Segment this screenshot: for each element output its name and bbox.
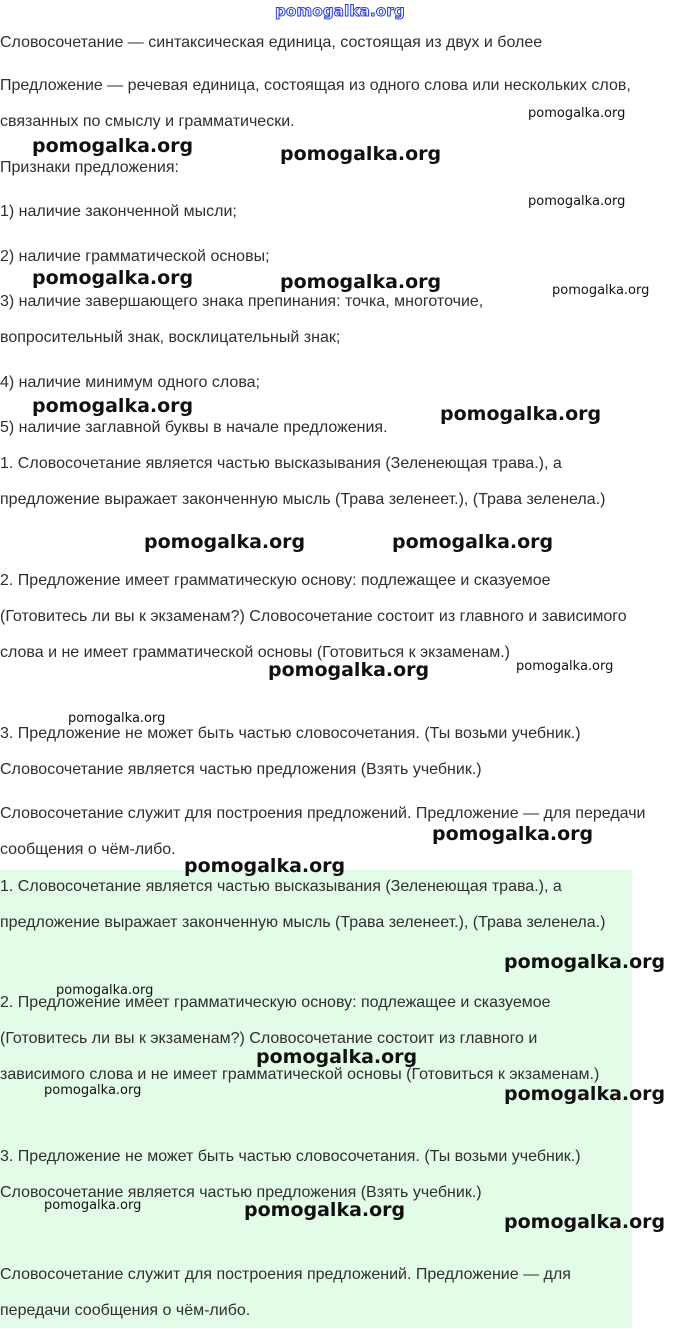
watermark-text: pomogalka.org <box>504 951 666 973</box>
watermark-text: pomogalka.org <box>552 283 650 298</box>
watermark-text: pomogalka.org <box>392 531 554 553</box>
watermark-text: pomogalka.org <box>280 271 442 293</box>
answer-paragraph-2: 2. Предложение имеет грамматическую основу: подлежащее и сказуемое (Готовитесь ли вы к экзаменам?) Словосочетание состоит из главного и зависимого слова и не имеет грамматической основы (Готовиться к экзаменам.) <box>0 994 600 1083</box>
watermark-text: pomogalka.org <box>44 1083 142 1098</box>
watermark-text: pomogalka.org <box>256 1046 418 1068</box>
watermark-text: pomogalka.org <box>32 135 194 157</box>
watermark-text: pomogalka.org <box>32 395 194 417</box>
watermark-text: pomogalka.org <box>68 711 166 726</box>
watermark-text: pomogalka.org <box>504 1211 666 1233</box>
definition-phrase: Словосочетание — синтаксическая единица, состоящая из двух и более <box>0 34 543 51</box>
watermark-text: pomogalka.org <box>44 1198 142 1213</box>
watermark-text: pomogalka.org <box>432 823 594 845</box>
watermark-text: pomogalka.org <box>144 531 306 553</box>
feature-item-2: 2) наличие грамматической основы; <box>0 248 270 265</box>
watermark-text: pomogalka.org <box>56 983 154 998</box>
site-header <box>0 0 680 26</box>
feature-item-5: 5) наличие заглавной буквы в начале предложения. <box>0 419 388 436</box>
watermark-text: pomogalka.org <box>268 659 430 681</box>
watermark-text: pomogalka.org <box>440 403 602 425</box>
watermark-text: pomogalka.org <box>504 1083 666 1105</box>
watermark-text: pomogalka.org <box>528 194 626 209</box>
watermark-text: pomogalka.org <box>184 855 346 877</box>
watermark-text: pomogalka.org <box>528 106 626 121</box>
watermark-text: pomogalka.org <box>516 659 614 674</box>
watermark-text: pomogalka.org <box>32 267 194 289</box>
site-logo-text[interactable]: pomogalka.org <box>275 2 405 20</box>
difference-3: 3. Предложение не может быть частью словосочетания. (Ты возьми учебник.) Словосочетание является частью предложения (Взять учебник.) <box>0 725 581 778</box>
difference-1: 1. Словосочетание является частью высказывания (Зеленеющая трава.), а предложение выражает законченную мысль (Трава зеленеет.), (Трава зеленела.) <box>0 455 606 508</box>
answer-paragraph-3: 3. Предложение не может быть частью словосочетания. (Ты возьми учебник.) Словосочетание является частью предложения (Взять учебник.) <box>0 1148 581 1201</box>
difference-4: Словосочетание служит для построения предложений. Предложение — для передачи сообщения о чём-либо. <box>0 805 646 858</box>
feature-item-3: 3) наличие завершающего знака препинания: точка, многоточие, вопросительный знак, восклицательный знак; <box>0 293 484 346</box>
feature-item-1: 1) наличие законченной мысли; <box>0 203 237 220</box>
answer-paragraph-1: 1. Словосочетание является частью высказывания (Зеленеющая трава.), а предложение выражает законченную мысль (Трава зеленеет.), (Трава зеленела.) <box>0 878 606 931</box>
watermark-text: pomogalka.org <box>280 143 442 165</box>
answer-paragraph-4: Словосочетание служит для построения предложений. Предложение — для передачи сообщения о чём-либо. <box>0 1266 571 1319</box>
definition-sentence: Предложение — речевая единица, состоящая из одного слова или нескольких слов, связанных по смыслу и грамматически. <box>0 77 631 130</box>
features-heading: Признаки предложения: <box>0 159 179 176</box>
feature-item-4: 4) наличие минимум одного слова; <box>0 374 260 391</box>
watermark-text: pomogalka.org <box>244 1199 406 1221</box>
difference-2: 2. Предложение имеет грамматическую основу: подлежащее и сказуемое (Готовитесь ли вы к экзаменам?) Словосочетание состоит из главного и зависимого слова и не имеет грамматической основы (Готовиться к экзаменам.) <box>0 572 627 661</box>
